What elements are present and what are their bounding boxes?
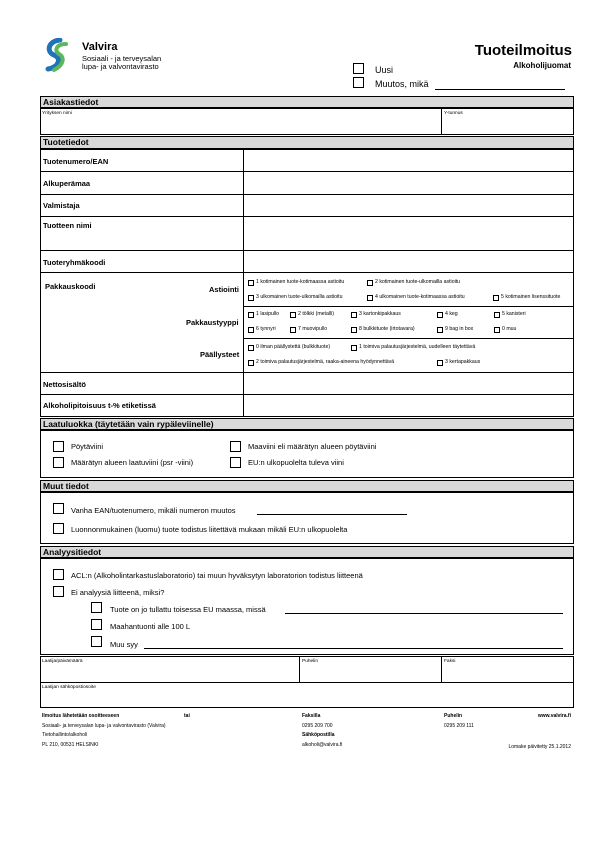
divider <box>243 338 574 339</box>
tullattu-checkbox[interactable] <box>91 602 102 613</box>
valmistaja-label: Valmistaja <box>43 201 80 210</box>
astiointi-option-4: 4 ulkomainen tuote-kotimaassa astioitu <box>375 294 465 300</box>
pakkaustyyppi-option-9: 9 bag in box <box>445 326 474 332</box>
maahantuonti-checkbox[interactable] <box>91 619 102 630</box>
maaviini-checkbox[interactable] <box>230 441 241 452</box>
paallysteet-checkbox-0[interactable] <box>248 345 254 351</box>
astiointi-option-2: 2 kotimainen tuote-ulkomailla astioitu <box>375 279 461 285</box>
ei-analyysia-checkbox[interactable] <box>53 586 64 597</box>
pakkaustyyppi-checkbox-0[interactable] <box>494 327 500 333</box>
section-asiakastiedot: Asiakastiedot <box>40 96 574 108</box>
astiointi-checkbox-5[interactable] <box>493 295 499 301</box>
section-tuotetiedot: Tuotetiedot <box>40 136 574 149</box>
divider <box>40 216 574 217</box>
pakkaustyyppi-option-5: 5 kanisteri <box>502 311 526 317</box>
footer-website[interactable]: www.valvira.fi <box>537 713 571 719</box>
pakkaustyyppi-option-1: 1 lasipullo <box>256 311 280 317</box>
maahantuonti-label: Maahantuonti alle 100 L <box>110 622 191 631</box>
luomu-checkbox[interactable] <box>53 523 64 534</box>
vanha-ean-label: Vanha EAN/tuotenumero, mikäli numeron muutos <box>71 506 236 515</box>
luomu-label: Luonnonmukainen (luomu) tuote todistus liitettävä mukaan mikäli EU:n ulkopuolelta <box>71 525 348 534</box>
divider <box>40 682 574 683</box>
section-muut-tiedot: Muut tiedot <box>40 480 574 492</box>
footer-faksi-number: 0295 209 700 <box>302 723 333 729</box>
paallysteet-checkbox-1[interactable] <box>351 345 357 351</box>
pakkaustyyppi-label: Pakkaustyyppi <box>186 318 239 327</box>
astiointi-checkbox-2[interactable] <box>367 280 373 286</box>
page-subtitle: Alkoholijuomat <box>513 61 571 70</box>
alkuperamaa-label: Alkuperämaa <box>43 179 91 188</box>
logo-name: Valvira <box>82 41 118 53</box>
eu-ulkopuolelta-checkbox[interactable] <box>230 457 241 468</box>
pakkaustyyppi-checkbox-1[interactable] <box>248 312 254 318</box>
paallysteet-checkbox-2[interactable] <box>248 360 254 366</box>
pakkaustyyppi-option-3: 3 kartonkipakkaus <box>359 311 401 317</box>
company-name-label: Yrityksen nimi <box>42 111 72 116</box>
divider <box>299 656 300 682</box>
logo-subtitle-2: lupa- ja valvontavirasto <box>82 62 159 71</box>
divider <box>40 171 574 172</box>
pakkaustyyppi-option-7: 7 muovipullo <box>298 326 328 332</box>
pakkaustyyppi-checkbox-2[interactable] <box>290 312 296 318</box>
new-checkbox[interactable] <box>353 63 364 74</box>
laatuviini-label: Määrätyn alueen laatuviini (psr -viini) <box>71 458 194 467</box>
divider <box>40 250 574 251</box>
divider <box>243 306 574 307</box>
nettosisalto-label: Nettosisältö <box>43 380 86 389</box>
laatija-label: Laatija/päivämäärä <box>42 659 83 664</box>
muu-syy-checkbox[interactable] <box>91 636 102 647</box>
section-analyysitiedot: Analyysitiedot <box>40 546 574 558</box>
paallysteet-option-0: 0 ilman päällystettä (bulkkituote) <box>256 344 331 350</box>
vanha-ean-input-line[interactable] <box>257 514 407 515</box>
pakkaustyyppi-checkbox-9[interactable] <box>437 327 443 333</box>
divider <box>243 149 244 417</box>
footer-org: Sosiaali- ja terveysalan lupa- ja valvontavirasto (Valvira) <box>42 723 166 729</box>
change-checkbox[interactable] <box>353 77 364 88</box>
poytaviini-label: Pöytäviini <box>71 442 104 451</box>
divider <box>40 394 574 395</box>
poytaviini-checkbox[interactable] <box>53 441 64 452</box>
divider <box>40 272 574 273</box>
paallysteet-label: Päällysteet <box>200 350 240 359</box>
pakkaustyyppi-checkbox-7[interactable] <box>290 327 296 333</box>
paallysteet-option-3: 3 kertapakkaus <box>445 359 481 365</box>
footer-address: PL 210, 00531 HELSINKI <box>42 742 99 748</box>
footer-email[interactable]: alkoholi@valvira.fi <box>302 742 343 748</box>
divider <box>441 656 442 682</box>
astiointi-option-3: 3 ulkomainen tuote-ulkomailla astioitu <box>256 294 343 300</box>
pakkaustyyppi-option-8: 8 bulkkituote (irtotavara) <box>359 326 415 332</box>
pakkaustyyppi-checkbox-5[interactable] <box>494 312 500 318</box>
email-label: Laatijan sähköpostiosoite <box>42 685 96 690</box>
tullattu-label: Tuote on jo tullattu toisessa EU maassa, missä <box>110 605 266 614</box>
astiointi-checkbox-1[interactable] <box>248 280 254 286</box>
logo-subtitle-1: Sosiaali - ja terveysalan <box>82 54 162 63</box>
ei-analyysia-label: Ei analyysiä liitteenä, miksi? <box>71 588 165 597</box>
asiakastiedot-frame <box>40 108 574 135</box>
divider <box>40 194 574 195</box>
tullattu-input-line[interactable] <box>285 613 563 614</box>
acl-checkbox[interactable] <box>53 569 64 580</box>
ytunnus-label: Y-tunnus <box>444 111 463 116</box>
astiointi-checkbox-3[interactable] <box>248 295 254 301</box>
footer-dept: Tietohallinto/alkoholi <box>42 732 88 738</box>
paallysteet-option-2: 2 toimiva palautusjärjestelmä, raaka-aineena hyödynnettävä <box>256 359 395 365</box>
astiointi-option-1: 1 kotimainen tuote-kotimaassa astioitu <box>256 279 345 285</box>
paallysteet-option-1: 1 toimiva palautusjärjestelmä, uudelleen täytettävä <box>359 344 476 350</box>
tuoteryhmakoodi-label: Tuoteryhmäkoodi <box>43 258 106 267</box>
pakkaustyyppi-option-0: 0 muu <box>502 326 517 332</box>
divider <box>441 108 442 135</box>
eu-ulkopuolelta-label: EU:n ulkopuolelta tuleva viini <box>248 458 344 467</box>
divider <box>40 372 574 373</box>
pakkaustyyppi-checkbox-6[interactable] <box>248 327 254 333</box>
maaviini-label: Maaviini eli määrätyn alueen pöytäviini <box>248 442 377 451</box>
muut-tiedot-frame <box>40 492 574 544</box>
alkoholipitoisuus-label: Alkoholipitoisuus t-% etiketissä <box>43 401 156 410</box>
astiointi-label: Astiointi <box>209 285 239 294</box>
puhelin-label: Puhelin <box>302 659 319 664</box>
vanha-ean-checkbox[interactable] <box>53 503 64 514</box>
faksi-label: Faksi <box>444 659 456 664</box>
footer-send-label: Ilmoitus lähetetään osoitteeseen <box>42 713 120 719</box>
pakkaustyyppi-checkbox-4[interactable] <box>437 312 443 318</box>
valvira-logo-icon <box>42 38 72 72</box>
tuotenumero-label: Tuotenumero/EAN <box>43 157 109 166</box>
astiointi-option-5: 5 kotimainen lisenssituote <box>501 294 561 300</box>
astiointi-checkbox-4[interactable] <box>367 295 373 301</box>
muu-syy-input-line[interactable] <box>144 648 563 649</box>
pakkauskoodi-label: Pakkauskoodi <box>45 282 96 291</box>
laatuluokka-frame <box>40 430 574 478</box>
pakkaustyyppi-option-4: 4 keg <box>445 311 458 317</box>
muu-syy-label: Muu syy <box>110 640 138 649</box>
footer-email-label: Sähköpostilla <box>302 732 335 738</box>
change-input-line[interactable] <box>435 89 565 90</box>
pakkaustyyppi-option-2: 2 tölkki (metalli) <box>298 311 335 317</box>
pakkaustyyppi-option-6: 6 tynnyri <box>256 326 276 332</box>
footer-tai: tai <box>184 713 190 719</box>
footer-puhelin-number: 0295 209 111 <box>444 723 474 729</box>
laatuviini-checkbox[interactable] <box>53 457 64 468</box>
tuotteen-nimi-label: Tuotteen nimi <box>43 221 92 230</box>
pakkaustyyppi-checkbox-8[interactable] <box>351 327 357 333</box>
footer-puhelin-label: Puhelin <box>444 713 463 719</box>
section-laatuluokka: Laatuluokka (täytetään vain rypäleviinelle) <box>40 418 574 430</box>
acl-label: ACL:n (Alkoholintarkastuslaboratorio) tai muun hyväksytyn laboratorion todistus liitteenä <box>71 571 363 580</box>
footer-faksi-label: Faksilla <box>302 713 321 719</box>
paallysteet-checkbox-3[interactable] <box>437 360 443 366</box>
change-label: Muutos, mikä <box>375 79 429 89</box>
pakkaustyyppi-checkbox-3[interactable] <box>351 312 357 318</box>
page-title: Tuoteilmoitus <box>474 42 572 59</box>
new-label: Uusi <box>375 65 394 75</box>
footer-updated: Lomake päivitetty 25.1.2012 <box>508 744 571 750</box>
